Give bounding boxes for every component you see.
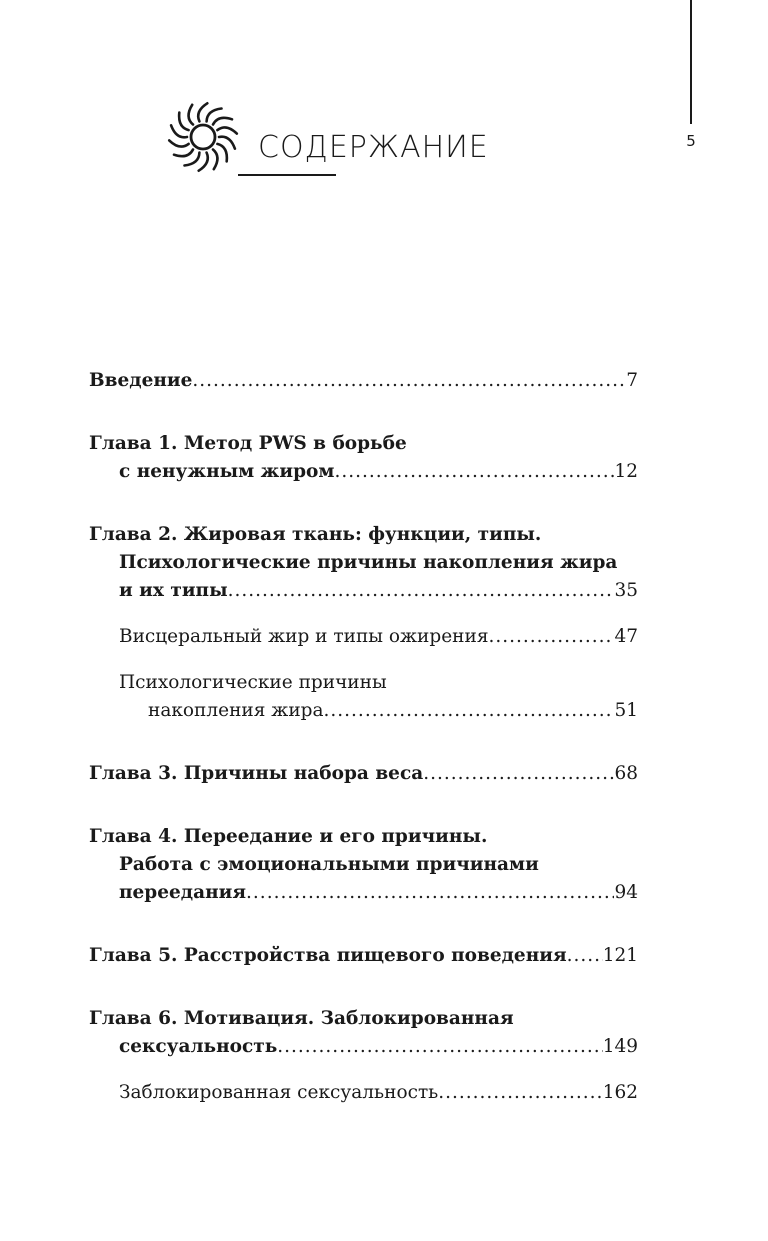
dot-leader: [489, 623, 615, 651]
toc-page: 68: [614, 763, 638, 784]
toc-page: 47: [614, 626, 638, 647]
toc-entry-visceral-fat[interactable]: [89, 623, 638, 651]
toc-entry-chapter-1[interactable]: [89, 430, 638, 486]
table-of-contents: [89, 367, 638, 1107]
toc-title-line: Глава 2. Жировая ткань: функции, типы.: [89, 524, 542, 545]
toc-title: Введение: [89, 370, 193, 391]
toc-title-line: с ненужным жиром: [119, 461, 335, 482]
toc-title-line: Глава 6. Мотивация. Заблокированная: [89, 1008, 514, 1029]
page-title: СОДЕРЖАНИЕ: [258, 130, 489, 165]
toc-title-line: и их типы: [119, 580, 228, 601]
toc-title-line: Глава 4. Переедание и его причины.: [89, 826, 488, 847]
toc-entry-blocked-sexuality[interactable]: [89, 1079, 638, 1107]
toc-entry-chapter-2[interactable]: [89, 521, 638, 605]
dot-leader: [324, 697, 615, 725]
dot-leader: [192, 367, 626, 395]
page-number: 5: [686, 132, 696, 150]
toc-page: 35: [614, 580, 638, 601]
toc-title-line: Работа с эмоциональными причинами: [119, 854, 539, 875]
toc-title-line: накопления жира: [148, 700, 324, 721]
toc-entry-intro[interactable]: [89, 367, 638, 395]
toc-entry-chapter-6[interactable]: [89, 1005, 638, 1061]
toc-title-line: Психологические причины: [119, 672, 387, 693]
toc-entry-chapter-5[interactable]: [89, 942, 638, 970]
dot-leader: [438, 1079, 602, 1107]
toc-entry-chapter-4[interactable]: [89, 823, 638, 907]
dot-leader: [334, 458, 614, 486]
toc-page: 162: [602, 1082, 638, 1103]
toc-title: Глава 3. Причины набора веса: [89, 763, 424, 784]
toc-page: 149: [602, 1036, 638, 1057]
toc-title: Глава 5. Расстройства пищевого поведения: [89, 945, 567, 966]
toc-page: 12: [614, 461, 638, 482]
toc-title-line: переедания: [119, 882, 247, 903]
title-underline: [238, 174, 336, 176]
toc-entry-chapter-3[interactable]: [89, 760, 638, 788]
toc-page: 7: [626, 370, 638, 391]
margin-rule: [690, 0, 692, 124]
sun-icon: [162, 94, 244, 180]
toc-title: Заблокированная сексуальность: [119, 1082, 439, 1103]
toc-page: 94: [614, 882, 638, 903]
dot-leader: [246, 879, 614, 907]
dot-leader: [567, 942, 603, 970]
dot-leader: [277, 1033, 602, 1061]
toc-title-line: Психологические причины накопления жира: [119, 552, 618, 573]
toc-page: 121: [602, 945, 638, 966]
toc-entry-psych-causes[interactable]: [89, 669, 638, 725]
toc-title-line: сексуальность: [119, 1036, 278, 1057]
dot-leader: [228, 577, 615, 605]
dot-leader: [423, 760, 614, 788]
toc-page: 51: [614, 700, 638, 721]
toc-title-line: Глава 1. Метод PWS в борьбе: [89, 433, 407, 454]
toc-title: Висцеральный жир и типы ожирения: [119, 626, 489, 647]
